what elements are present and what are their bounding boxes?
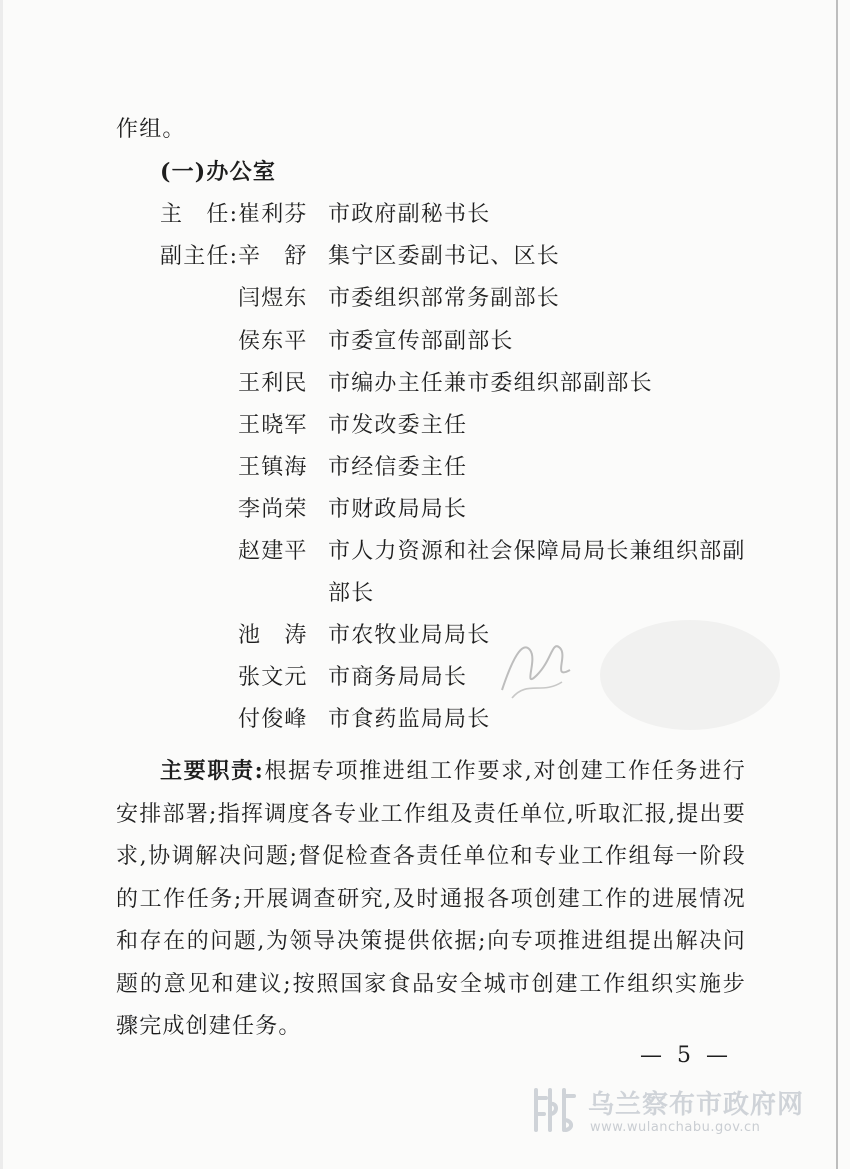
page-left-edge [0, 0, 3, 1169]
page-right-edge [836, 0, 838, 1169]
section-heading: (一)办公室 [160, 159, 277, 185]
member-name: 张文元 [238, 665, 308, 690]
member-position: 市人力资源和社会保障局局长兼组织部副 [328, 539, 746, 564]
member-position: 市食药监局局长 [328, 707, 491, 732]
member-name: 池 涛 [238, 623, 308, 648]
member-name: 辛 舒 [238, 244, 308, 269]
duties-label: 主要职责: [160, 758, 264, 784]
member-position: 市经信委主任 [328, 455, 468, 480]
member-name: 侯东平 [238, 329, 308, 354]
watermark-url: www.wulanchabu.gov.cn [590, 1120, 761, 1135]
duties-paragraph [116, 750, 746, 1049]
member-position: 市编办主任兼市委组织部副部长 [328, 371, 653, 396]
member-position: 市农牧业局局长 [328, 623, 491, 648]
member-position: 市政府副秘书长 [328, 202, 491, 227]
bleed-through-shadow [600, 620, 780, 730]
member-position: 市商务局局长 [328, 665, 468, 690]
member-position: 市发改委主任 [328, 413, 468, 438]
mongolian-script-logo-icon [528, 1084, 584, 1136]
member-name: 李尚荣 [238, 497, 308, 522]
duties-text: 根据专项推进组工作要求,对创建工作任务进行安排部署;指挥调度各专业工作组及责任单位,听取汇报,提出要求,协调解决问题;督促检查各责任单位和专业工作组每一阶段的工作任务;开展调查研究,及时通报各项创建工作的进展情况和存在的问题,为领导决策提供依据;向专项推进组提出解决问题的意见和建议;按照国家食品安全城市创建工作组织实施步骤完成创建任务。 [116, 759, 746, 1039]
member-role: 主 任: [160, 202, 239, 227]
member-name: 王晓军 [238, 413, 308, 438]
member-role: 副主任: [160, 244, 239, 269]
member-position: 市财政局局长 [328, 497, 468, 522]
member-name: 王利民 [238, 371, 308, 396]
site-watermark [528, 1080, 808, 1142]
member-name: 崔利芬 [238, 202, 308, 227]
page-number: — 5 — [640, 1043, 732, 1068]
opening-line: 作组。 [116, 117, 186, 142]
watermark-site-name: 乌兰察布市政府网 [588, 1090, 805, 1120]
member-name: 付俊峰 [238, 707, 308, 732]
handwritten-signature [492, 620, 582, 710]
member-position: 市委宣传部副部长 [328, 329, 514, 354]
member-name: 王镇海 [238, 455, 308, 480]
member-position: 集宁区委副书记、区长 [328, 244, 561, 269]
member-position-continued: 部长 [328, 581, 375, 606]
member-position: 市委组织部常务副部长 [328, 286, 561, 311]
member-name: 赵建平 [238, 539, 308, 564]
member-name: 闫煜东 [238, 286, 308, 311]
